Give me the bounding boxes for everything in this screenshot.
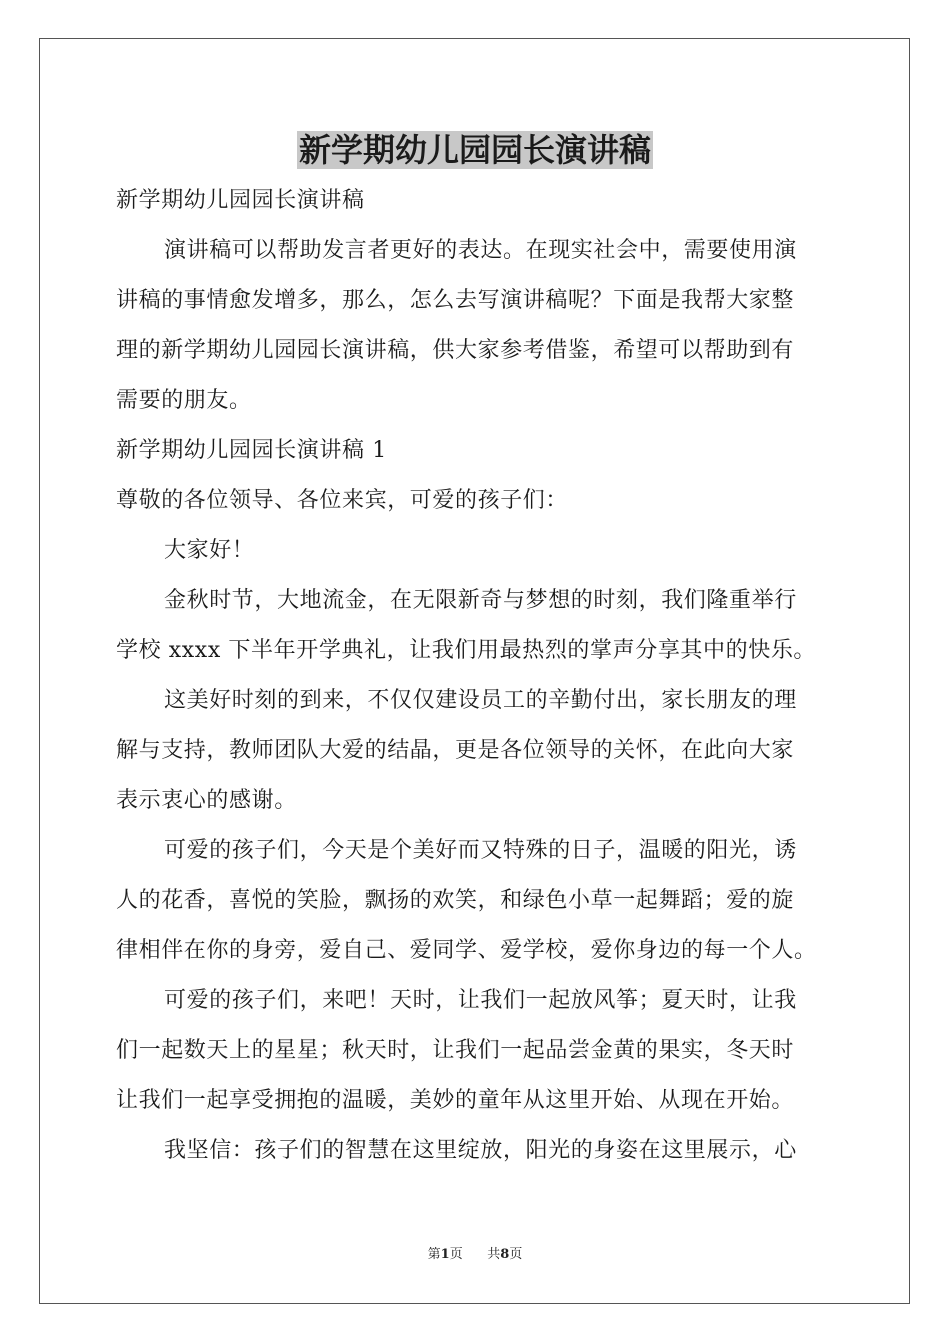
text-line: 让我们一起享受拥抱的温暖，美妙的童年从这里开始、从现在开始。 <box>116 1088 795 1113</box>
footer-total-pages: 8 <box>500 1247 510 1262</box>
text-line: 理的新学期幼儿园园长演讲稿，供大家参考借鉴，希望可以帮助到有 <box>116 338 795 363</box>
document-title <box>0 126 950 174</box>
text-line: 我坚信：孩子们的智慧在这里绽放，阳光的身姿在这里展示，心 <box>164 1138 797 1163</box>
text-line: 学校 xxxx 下半年开学典礼，让我们用最热烈的掌声分享其中的快乐。 <box>116 638 817 663</box>
text-line: 新学期幼儿园园长演讲稿 1 <box>116 438 387 463</box>
text-line: 新学期幼儿园园长演讲稿 <box>116 188 365 213</box>
text-line: 演讲稿可以帮助发言者更好的表达。在现实社会中，需要使用演 <box>164 238 797 263</box>
footer-total-prefix: 共 <box>487 1247 501 1262</box>
text-line: 们一起数天上的星星；秋天时，让我们一起品尝金黄的果实，冬天时 <box>116 1038 795 1063</box>
footer-total-suffix: 页 <box>509 1247 523 1262</box>
page-footer <box>0 1246 950 1264</box>
footer-page-number: 1 <box>440 1247 450 1262</box>
text-line: 金秋时节，大地流金，在无限新奇与梦想的时刻，我们隆重举行 <box>164 588 797 613</box>
text-line: 表示衷心的感谢。 <box>116 788 297 813</box>
text-line: 可爱的孩子们，今天是个美好而又特殊的日子，温暖的阳光，诱 <box>164 838 797 863</box>
footer-page-suffix: 页 <box>449 1247 463 1262</box>
document-body <box>116 176 846 1176</box>
text-line: 可爱的孩子们，来吧！天时，让我们一起放风筝；夏天时，让我 <box>164 988 797 1013</box>
text-line: 尊敬的各位领导、各位来宾，可爱的孩子们： <box>116 488 569 513</box>
text-line: 讲稿的事情愈发增多，那么，怎么去写演讲稿呢？下面是我帮大家整 <box>116 288 795 313</box>
text-line: 需要的朋友。 <box>116 388 252 413</box>
document-title-text: 新学期幼儿园园长演讲稿 <box>298 131 651 169</box>
text-line: 这美好时刻的到来，不仅仅建设员工的辛勤付出，家长朋友的理 <box>164 688 797 713</box>
text-line: 人的花香，喜悦的笑脸，飘扬的欢笑，和绿色小草一起舞蹈；爱的旋 <box>116 888 795 913</box>
text-line: 解与支持，教师团队大爱的结晶，更是各位领导的关怀，在此向大家 <box>116 738 795 763</box>
footer-page-prefix: 第 <box>427 1247 441 1262</box>
text-line: 大家好！ <box>164 538 255 563</box>
text-line: 律相伴在你的身旁，爱自己、爱同学、爱学校，爱你身边的每一个人。 <box>116 938 817 963</box>
